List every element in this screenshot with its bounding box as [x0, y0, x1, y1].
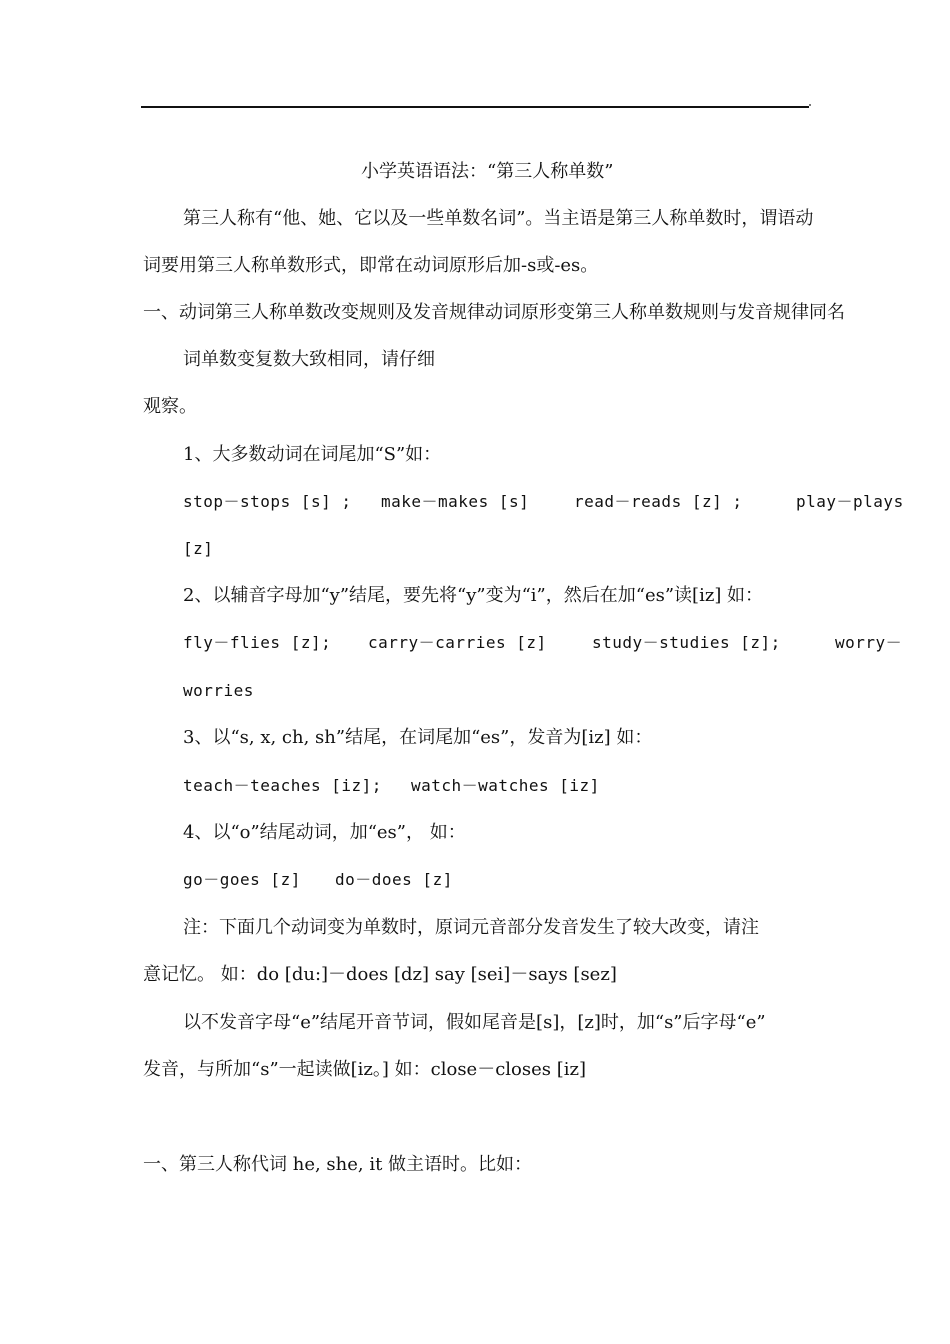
rule2-heading: 2、以辅音字母加“y”结尾，要先将“y”变为“i”，然后在加“es”读[iz] 如： — [183, 585, 764, 606]
example-item: read－reads [z] ; — [574, 492, 743, 511]
example-item: go－goes [z] — [183, 870, 301, 889]
rule2-wrap: worries — [183, 681, 254, 700]
intro-line-2: 词要用第三人称单数形式，即常在动词原形后加-s或-es。 — [143, 255, 599, 276]
example-item: stop－stops [s] ; — [183, 492, 352, 511]
silent-e-line-2: 发音，与所加“s”一起读做[iz。] 如：close－closes [iz] — [143, 1059, 587, 1080]
rule4-examples — [183, 869, 583, 891]
rule4-heading: 4、以“o”结尾动词，加“es”， 如： — [183, 822, 466, 843]
example-item: worry－ — [835, 633, 903, 652]
silent-e-line-1: 以不发音字母“e”结尾开音节词，假如尾音是[s]，[z]时，加“s”后字母“e” — [183, 1012, 766, 1033]
example-item: teach－teaches [iz]; — [183, 776, 382, 795]
rule1-heading: 1、大多数动词在词尾加“S”如： — [183, 444, 442, 465]
example-item: do－does [z] — [335, 870, 453, 889]
rule1-wrap: [z] — [183, 539, 214, 558]
note-line-1: 注：下面几个动词变为单数时，原词元音部分发音发生了较大改变，请注 — [183, 917, 759, 938]
note-line-2: 意记忆。 如：do [du:]－does [dz] say [sei]－says [sez] — [143, 964, 617, 985]
rule3-examples — [183, 775, 783, 797]
section1-heading-line-1: 一、动词第三人称单数改变规则及发音规律动词原形变第三人称单数规则与发音规律同名 — [143, 302, 845, 323]
page-title: 小学英语语法：“第三人称单数” — [361, 161, 614, 182]
intro-line-1: 第三人称有“他、她、它以及一些单数名词”。当主语是第三人称单数时，谓语动 — [183, 208, 814, 229]
header-rule — [141, 106, 809, 108]
example-item: carry－carries [z] — [368, 633, 547, 652]
example-item: study－studies [z]; — [592, 633, 781, 652]
rule3-heading: 3、以“s, x, ch, sh”结尾，在词尾加“es”，发音为[iz] 如： — [183, 727, 653, 748]
rule1-examples — [183, 491, 903, 513]
example-item: watch－watches [iz] — [411, 776, 600, 795]
section1-heading-line-2: 词单数变复数大致相同，请仔细 — [183, 349, 435, 370]
section2-heading: 一、第三人称代词 he, she, it 做主语时。比如： — [143, 1154, 533, 1175]
example-item: make－makes [s] — [381, 492, 530, 511]
example-item: fly－flies [z]; — [183, 633, 332, 652]
header-rule-mark — [809, 104, 811, 106]
rule2-examples — [183, 632, 903, 654]
section1-heading-line-3: 观察。 — [143, 396, 197, 417]
example-item: play－plays — [796, 492, 904, 511]
